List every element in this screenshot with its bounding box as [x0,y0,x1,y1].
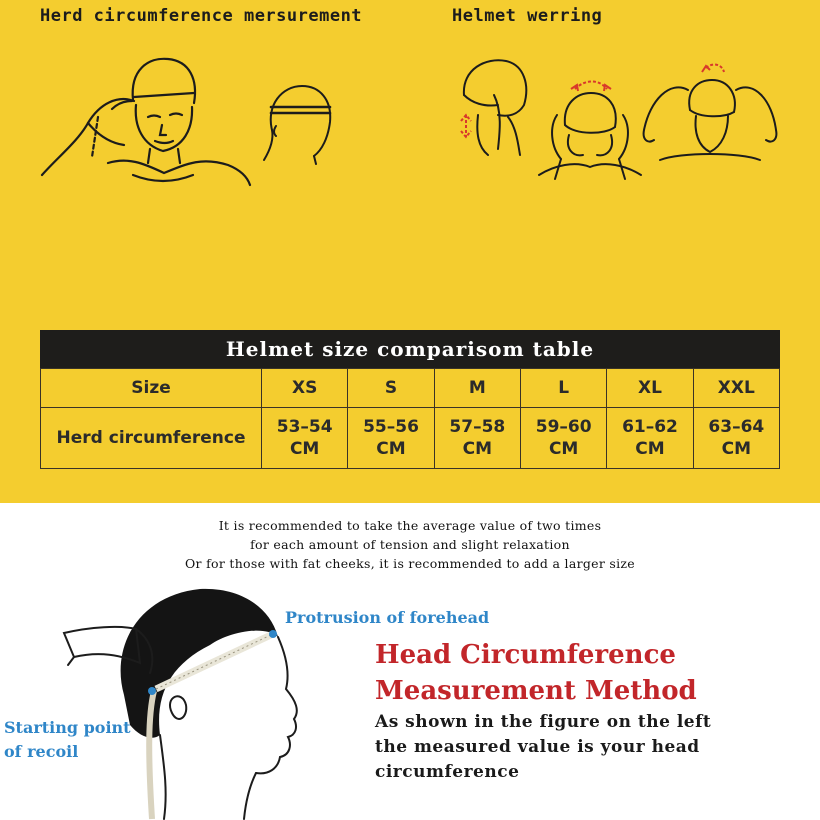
circumference-row-label: Herd circumference [41,408,262,469]
method-description [375,710,711,785]
circumference-cell: 55–56 CM [348,408,434,469]
method-title-line2: Measurement Method [375,676,697,706]
recommendation-note [0,516,820,573]
measure-title: Herd circumference mersurement [40,6,363,26]
table-title-band: Helmet size comparisom table [40,330,780,368]
size-row [41,369,780,408]
circumference-cell: 63–64 CM [693,408,779,469]
wear-title: Helmet werring [452,6,603,26]
size-cell: S [348,369,434,408]
start-label-line1: Starting point [4,718,131,737]
size-cell: XS [262,369,348,408]
method-title-line1: Head Circumference [375,640,676,670]
helmet-step3-illustration [640,60,780,170]
head-measurement-illustration [60,585,310,820]
size-cell: L [520,369,606,408]
desc-line: As shown in the figure on the left [375,712,712,732]
note-line: It is recommended to take the average value of two times [218,518,602,533]
circumference-cell: 57–58 CM [434,408,520,469]
forehead-label: Protrusion of forehead [285,608,490,627]
desc-line: the measured value is your head [375,737,700,757]
size-table [40,368,780,469]
helmet-step1-illustration [458,55,533,160]
side-head-illustration [262,80,337,165]
size-cell: XXL [693,369,779,408]
note-line: Or for those with fat cheeks, it is recommended to add a larger size [184,556,636,571]
note-line: for each amount of tension and slight relaxation [250,537,570,552]
size-row-label: Size [41,369,262,408]
circumference-cell: 53–54 CM [262,408,348,469]
size-cell: M [434,369,520,408]
circumference-cell: 61–62 CM [607,408,693,469]
circumference-cell: 59–60 CM [520,408,606,469]
helmet-step2-illustration [535,75,645,185]
circumference-row [41,408,780,469]
measuring-person-illustration [38,45,253,190]
size-cell: XL [607,369,693,408]
desc-line: circumference [375,762,520,782]
start-label-line2: of recoil [4,742,79,761]
